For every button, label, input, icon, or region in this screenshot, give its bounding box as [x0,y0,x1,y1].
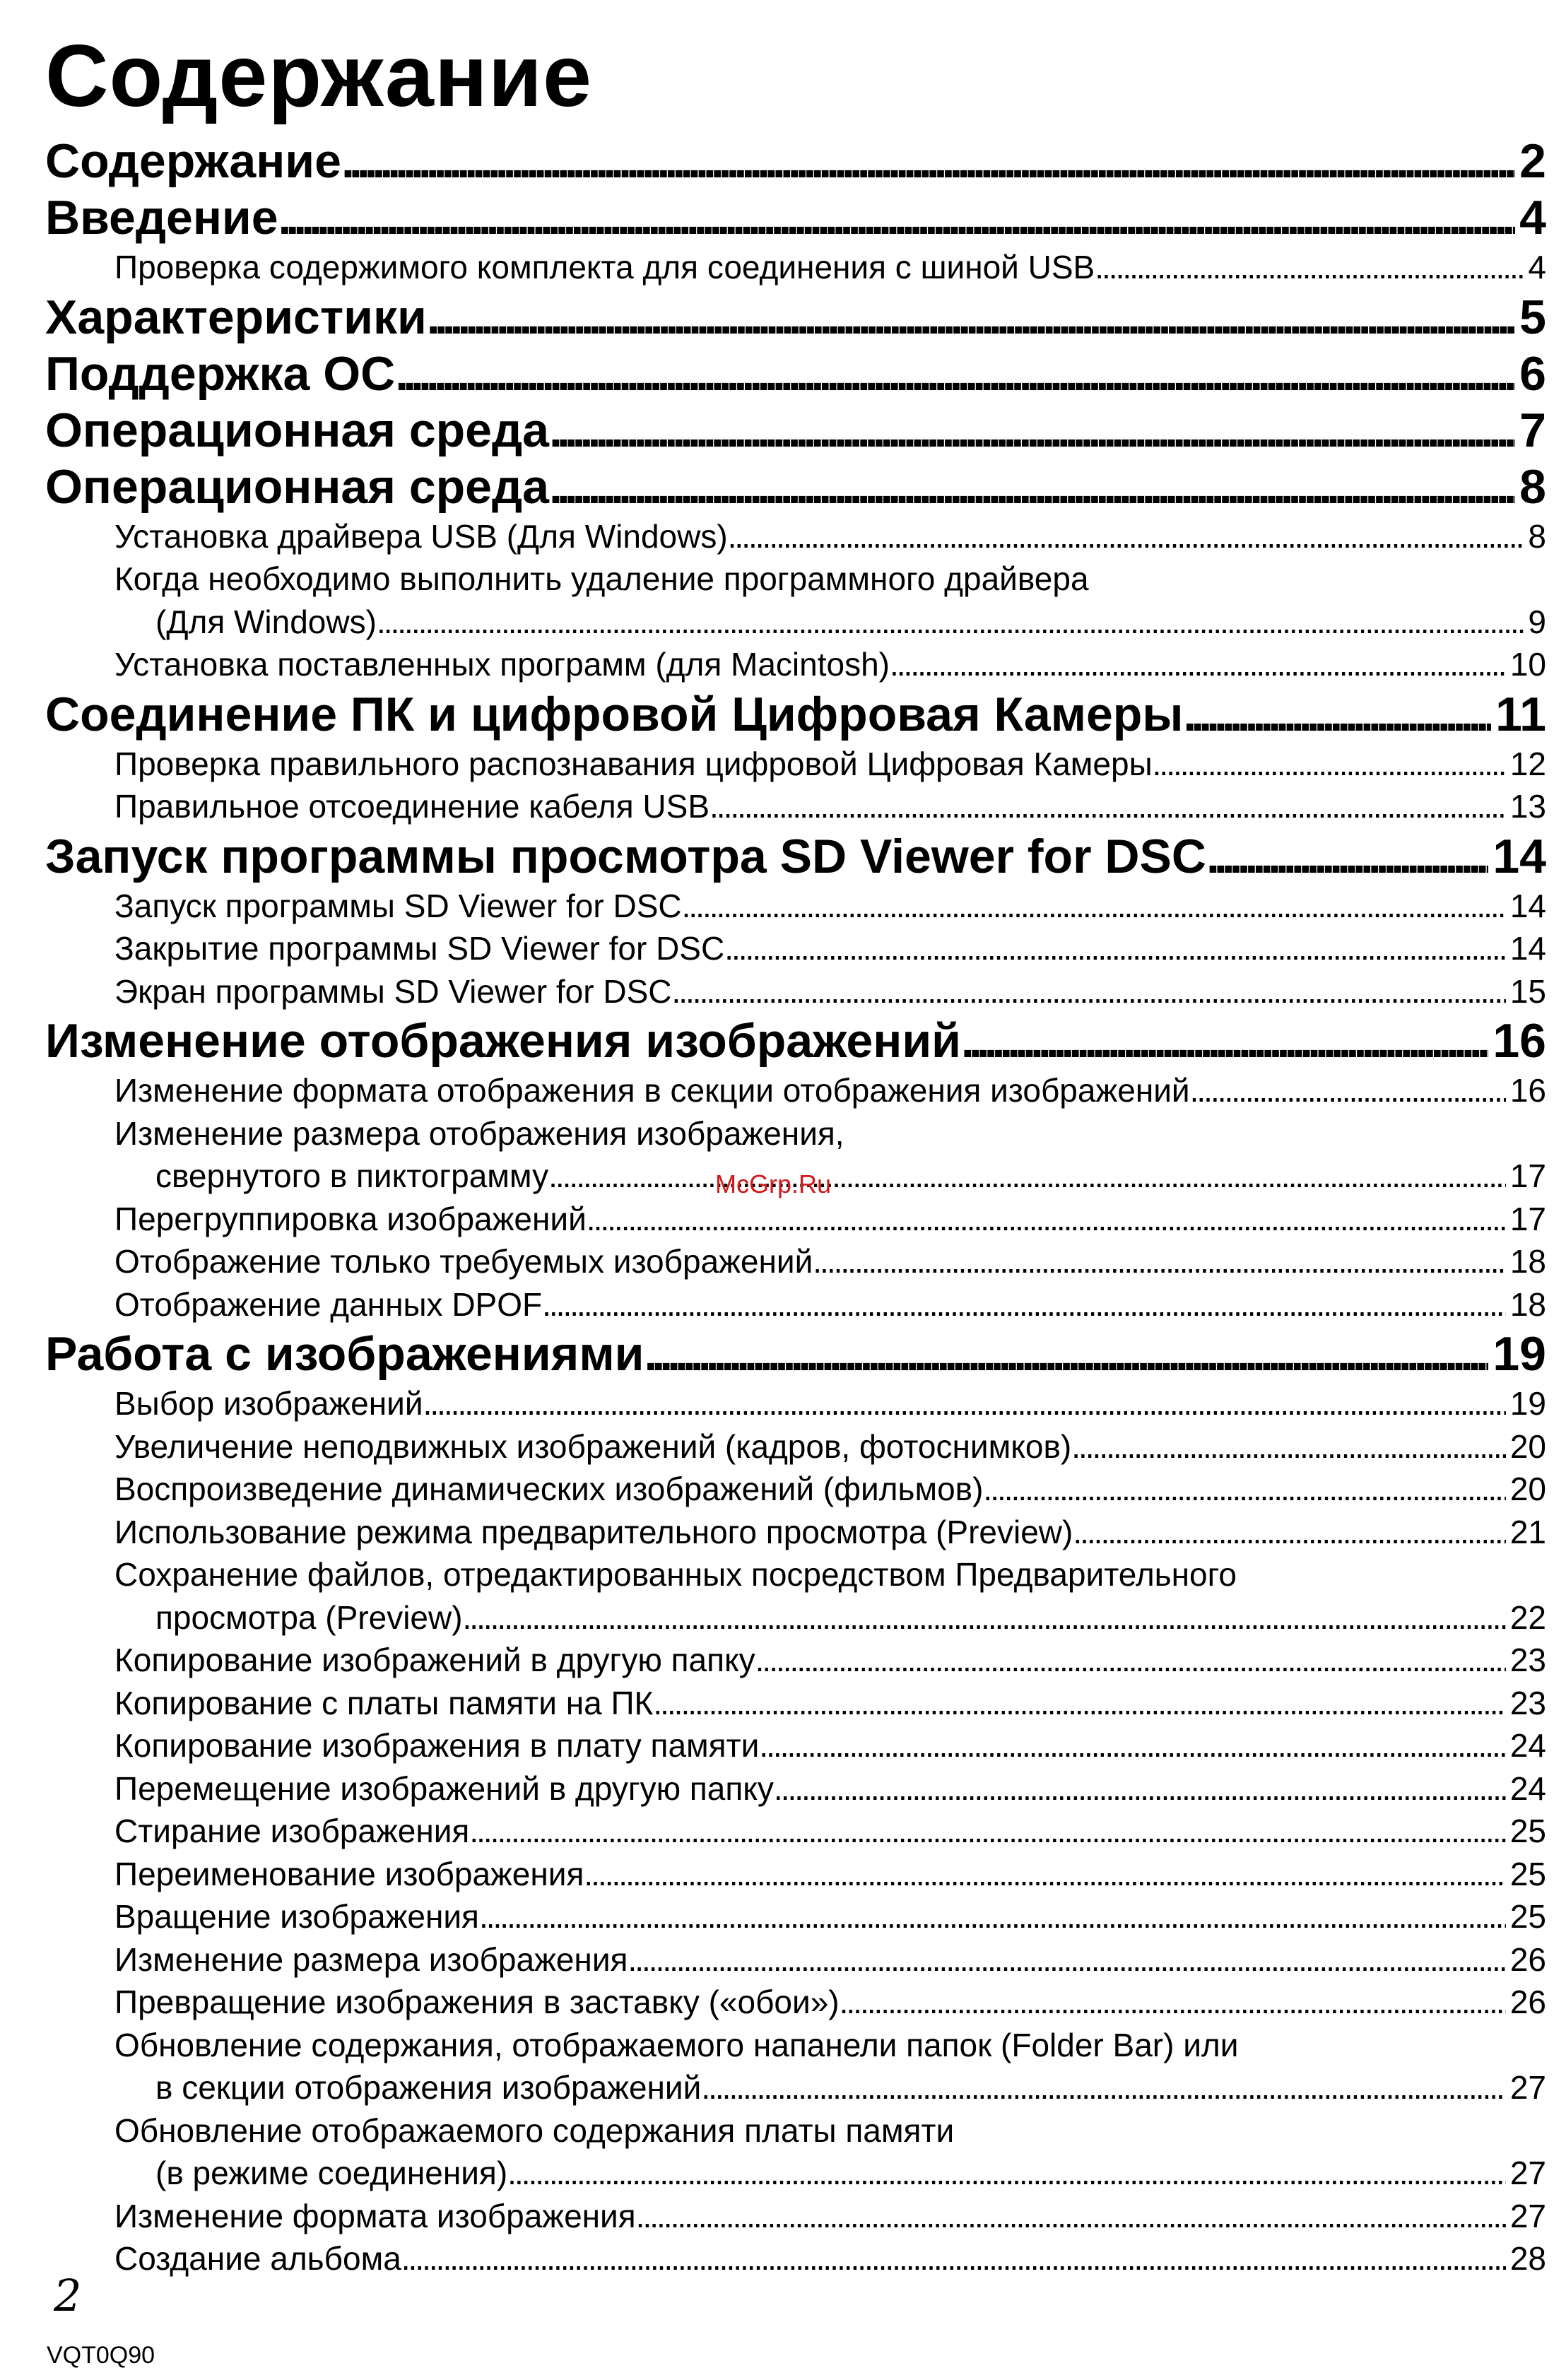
dot-leader [395,346,1515,402]
toc-page-number: 11 [1495,687,1546,741]
toc-page-number: 14 [1509,930,1546,967]
toc-subsection-row[interactable] [45,1981,1546,2024]
toc-page-number: 9 [1528,603,1546,640]
dot-leader [423,1382,1506,1425]
toc-subsection-title: Воспроизведение динамических изображений (фильмов) [114,1471,984,1507]
dot-leader [671,970,1505,1013]
toc-subsection-row[interactable] [45,2066,1546,2109]
toc-page-number: 25 [1509,1898,1546,1935]
toc-subsection-title: Копирование изображения в плату памяти [114,1727,760,1764]
toc-section-row[interactable] [45,346,1546,402]
toc-page-number: 6 [1519,346,1546,401]
toc-subsection-title: Стирание изображения [114,1813,470,1849]
toc-page-number: 25 [1509,1813,1546,1849]
toc-page-number: 8 [1528,517,1546,555]
toc-subsection-row[interactable] [45,1938,1546,1981]
toc-section-title: Характеристики [45,290,427,344]
dot-leader [682,885,1506,928]
toc-subsection-title: (в режиме соединения) [155,2155,508,2191]
dot-leader [1206,828,1488,885]
dot-leader [549,402,1515,459]
toc-subsection-row[interactable] [45,1639,1546,1682]
toc-section-title: Операционная среда [45,403,549,457]
toc-entry-first-line[interactable]: Сохранение файлов, отредактированных посредством Предварительного [114,1556,1237,1593]
toc-subsection-row[interactable] [45,1810,1546,1853]
toc-subsection-title: Копирование изображений в другую папку [114,1642,755,1678]
toc-section-title: Соединение ПК и цифровой Цифровая Камеры [45,687,1184,741]
toc-subsection-row[interactable] [45,1468,1546,1511]
toc-subsection-row[interactable] [45,1069,1546,1112]
toc-subsection-title: Создание альбома [114,2240,401,2277]
toc-subsection-row[interactable] [45,1283,1546,1326]
dot-leader [427,289,1515,346]
toc-subsection-row[interactable] [45,1596,1546,1639]
toc-page-number: 27 [1509,2069,1546,2106]
dot-leader [728,515,1524,558]
toc-subsection-row[interactable] [45,1853,1546,1896]
toc-subsection-row[interactable] [45,970,1546,1013]
toc-subsection-title: Вращение изображения [114,1898,479,1935]
toc-section-title: Введение [45,191,278,245]
toc-subsection-title: Экран программы SD Viewer for DSC [114,972,672,1010]
toc-page-number: 12 [1509,745,1546,782]
dot-leader [584,1853,1505,1896]
toc-subsection-title: Отображение только требуемых изображений [114,1243,813,1280]
dot-leader [507,2152,1506,2195]
toc-subsection-title: Выбор изображений [114,1385,423,1422]
toc-subsection-title: Запуск программы SD Viewer for DSC [114,887,682,924]
toc-subsection-row[interactable] [45,743,1546,786]
toc-page-number: 26 [1509,1984,1546,2020]
dot-leader [278,189,1516,246]
toc-subsection-row[interactable] [45,1724,1546,1767]
toc-subsection-row[interactable] [45,1895,1546,1938]
toc-section-row[interactable] [45,402,1546,459]
toc-subsection-title: просмотра (Preview) [155,1598,463,1636]
dot-leader [653,1682,1506,1725]
toc-subsection-row[interactable] [45,2195,1546,2238]
toc-subsection-title: Превращение изображения в заставку («обои») [114,1984,840,2020]
toc-subsection-row[interactable] [45,1682,1546,1725]
dot-leader [724,927,1506,970]
toc-page-number: 19 [1509,1385,1546,1422]
toc-subsection-title: Копирование с платы памяти на ПК [114,1684,654,1721]
toc-page-number: 5 [1519,290,1546,344]
toc-page-number: 26 [1509,1940,1546,1978]
toc-page-number: 24 [1509,1769,1546,1807]
dot-leader [755,1639,1506,1682]
toc-section-row[interactable] [45,828,1546,885]
toc-subsection-row[interactable] [45,785,1546,828]
toc-subsection-title: Проверка правильного распознавания цифровой Цифровая Камеры [114,745,1153,782]
toc-subsection-title: Увеличение неподвижных изображений (кадров, фотоснимков) [114,1427,1072,1465]
table-of-contents [45,133,1546,2280]
toc-page-number: 27 [1509,2197,1546,2234]
dot-leader [1153,743,1506,786]
toc-section-title: Запуск программы просмотра SD Viewer for DSC [45,829,1206,883]
toc-section-row[interactable] [45,189,1546,246]
toc-subsection-row[interactable] [45,885,1546,928]
dot-leader [983,1468,1505,1511]
toc-section-row[interactable] [45,686,1546,743]
toc-page-number: 20 [1509,1471,1546,1507]
toc-subsection-title: Изменение формата изображения [114,2197,636,2234]
watermark-text: McGrp.Ru [715,1170,832,1198]
toc-page-number: 25 [1509,1855,1546,1892]
dot-leader [636,2195,1506,2238]
dot-leader [1183,686,1491,743]
toc-section-row[interactable] [45,1013,1546,1069]
toc-section-row[interactable] [45,1326,1546,1382]
toc-subsection-title: Использование режима предварительного просмотра (Preview) [114,1513,1073,1550]
toc-subsection-row[interactable] [45,1382,1546,1425]
document-code: VQT0Q90 [47,2342,155,2369]
toc-page-number: 13 [1509,788,1546,825]
dot-leader [542,1283,1506,1326]
toc-subsection-title: Установка поставленных программ (для Macintosh) [114,646,890,683]
toc-subsection-title: (Для Windows) [155,603,377,640]
toc-subsection-row[interactable] [45,2152,1546,2195]
dot-leader [840,1981,1506,2024]
toc-subsection-title: в секции отображения изображений [155,2069,702,2106]
page-title: Содержание [45,28,592,125]
toc-page-number: 20 [1509,1427,1546,1465]
toc-section-row[interactable] [45,459,1546,515]
dot-leader [644,1326,1488,1382]
toc-subsection-title: Переименование изображения [114,1855,584,1892]
toc-page-number: 14 [1493,829,1546,883]
toc-subsection-row[interactable] [45,246,1546,289]
dot-leader [479,1895,1506,1938]
toc-section-title: Изменение отображения изображений [45,1014,961,1068]
dot-leader [377,601,1524,644]
toc-subsection-title: свернутого в пиктограмму [155,1157,549,1194]
toc-page-number: 8 [1519,459,1546,514]
toc-subsection-title: Правильное отсоединение кабеля USB [114,788,710,825]
toc-page-number: 23 [1509,1642,1546,1678]
toc-page-number: 27 [1509,2155,1546,2191]
page-number: 2 [54,2270,82,2321]
toc-page-number: 4 [1528,249,1546,285]
toc-page-number: 18 [1509,1243,1546,1280]
dot-leader [401,2237,1506,2280]
toc-subsection-row[interactable] [45,2237,1546,2280]
toc-entry-first-line[interactable]: Обновление отображаемого содержания платы памяти [114,2111,955,2149]
toc-page-number: 21 [1509,1513,1546,1550]
dot-leader [1095,246,1524,289]
toc-subsection-title: Изменение формата отображения в секции отображения изображений [114,1072,1190,1109]
toc-page-number: 17 [1509,1157,1546,1194]
toc-subsection-row[interactable] [45,1767,1546,1810]
toc-page-number: 22 [1509,1598,1546,1636]
toc-subsection-title: Проверка содержимого комплекта для соединения с шиной USB [114,249,1095,285]
toc-section-title: Работа с изображениями [45,1327,644,1381]
dot-leader [469,1810,1505,1853]
toc-subsection-row[interactable] [45,927,1546,970]
toc-subsection-row[interactable] [45,1511,1546,1554]
dot-leader [548,1155,1506,1198]
dot-leader [1190,1069,1506,1112]
toc-page-number: 23 [1509,1684,1546,1721]
dot-leader [701,2066,1506,2109]
toc-subsection-title: Отображение данных DPOF [114,1285,543,1323]
dot-leader [463,1596,1506,1639]
toc-page-number: 7 [1519,403,1546,457]
dot-leader [1073,1511,1506,1554]
toc-subsection-row[interactable] [45,1240,1546,1283]
toc-page-number: 16 [1493,1014,1546,1068]
dot-leader [961,1013,1488,1069]
toc-section-title: Поддержка ОС [45,346,396,401]
dot-leader [710,785,1506,828]
toc-page-number: 16 [1509,1072,1546,1109]
toc-subsection-title: Закрытие программы SD Viewer for DSC [114,930,725,967]
toc-entry-first-line[interactable]: Когда необходимо выполнить удаление программного драйвера [114,560,1089,597]
toc-entry-first-line[interactable]: Обновление содержания, отображаемого напанели папок (Folder Bar) или [114,2026,1239,2063]
toc-page-number: 19 [1493,1327,1546,1381]
toc-subsection-title: Перегруппировка изображений [114,1200,587,1237]
toc-section-title: Операционная среда [45,459,549,514]
toc-page-number: 4 [1519,191,1546,245]
dot-leader [759,1724,1506,1767]
toc-section-title: Содержание [45,134,341,188]
toc-subsection-row[interactable] [45,643,1546,686]
dot-leader [813,1240,1506,1283]
dot-leader [890,643,1506,686]
toc-subsection-row[interactable] [45,1425,1546,1468]
toc-subsection-row[interactable] [45,1198,1546,1241]
toc-page-number: 28 [1509,2240,1546,2277]
toc-subsection-title: Установка драйвера USB (Для Windows) [114,517,728,555]
toc-section-row[interactable] [45,133,1546,189]
toc-page-number: 15 [1509,972,1546,1010]
dot-leader [774,1767,1506,1810]
toc-page-number: 24 [1509,1727,1546,1764]
toc-subsection-title: Перемещение изображений в другую папку [114,1769,774,1807]
dot-leader [341,133,1515,189]
toc-page-number: 18 [1509,1285,1546,1323]
toc-entry-first-line[interactable]: Изменение размера отображения изображения, [114,1114,844,1152]
toc-page-number: 10 [1509,646,1546,683]
toc-subsection-title: Изменение размера изображения [114,1940,628,1978]
dot-leader [1071,1425,1506,1468]
dot-leader [628,1938,1505,1981]
dot-leader [549,459,1515,515]
toc-section-row[interactable] [45,289,1546,346]
toc-page-number: 2 [1519,134,1546,188]
toc-page-number: 14 [1509,887,1546,924]
dot-leader [587,1198,1506,1241]
toc-subsection-row[interactable] [45,515,1546,558]
toc-page-number: 17 [1509,1200,1546,1237]
toc-subsection-row[interactable] [45,601,1546,644]
